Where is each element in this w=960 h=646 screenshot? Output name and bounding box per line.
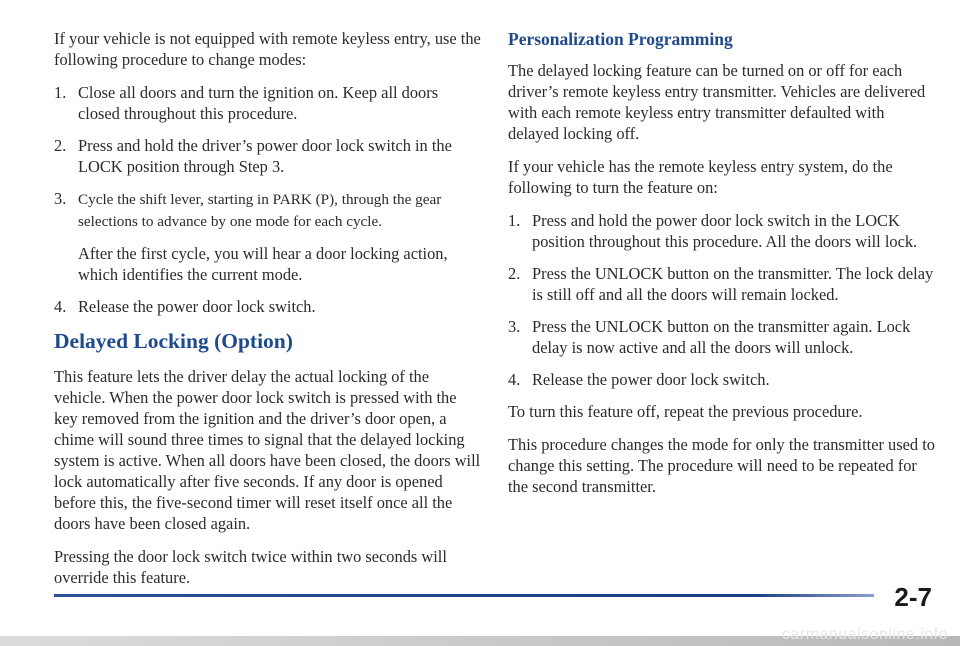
section-heading-personalization: Personalization Programming [508, 29, 733, 49]
list-item [54, 296, 482, 317]
step-text: Close all doors and turn the ignition on. Keep all doors closed throughout this procedure. [78, 83, 439, 123]
intro-paragraph: If your vehicle is not equipped with remote keyless entry, use the following procedure to change modes: [54, 29, 481, 69]
step-number: 4. [54, 297, 67, 316]
watermark: carmanualsonline.info [781, 626, 948, 643]
step-number: 2. [508, 264, 521, 283]
mode-change-steps [54, 82, 482, 317]
step-number: 1. [508, 211, 521, 230]
personalization-instructions: If your vehicle has the remote keyless entry system, do the following to turn the feature on: [508, 157, 893, 197]
footer-rule [54, 594, 874, 597]
list-item [508, 316, 936, 358]
turn-off-note: To turn this feature off, repeat the previous procedure. [508, 402, 863, 421]
list-item [508, 369, 936, 390]
override-note: Pressing the door lock switch twice within two seconds will override this feature. [54, 547, 447, 587]
step-text: Press the UNLOCK button on the transmitter again. Lock delay is now active and all the doors will unlock. [532, 317, 911, 357]
step-text: Cycle the shift lever, starting in PARK (P), through the gear selections to advance by one mode for each cycle. [78, 191, 442, 230]
step-number: 1. [54, 83, 67, 102]
step-text: Release the power door lock switch. [532, 370, 770, 389]
step-number: 3. [508, 317, 521, 336]
list-item [508, 263, 936, 305]
list-item [508, 210, 936, 252]
personalization-steps [508, 210, 936, 390]
right-column [508, 28, 936, 509]
step-text: Press and hold the power door lock switch in the LOCK position throughout this procedure. All the doors will lock. [532, 211, 918, 251]
left-column [54, 28, 482, 600]
step-number: 2. [54, 136, 67, 155]
step-number: 4. [508, 370, 521, 389]
list-item [54, 82, 482, 124]
delayed-locking-description: This feature lets the driver delay the actual locking of the vehicle. When the power door lock switch is pressed with the key removed from the ignition and the driver’s door open, a chime will sound three times to signal that the delayed locking system is active. When all doors have been closed, the doors will lock automatically after five seconds. If any door is opened before this, the five-second timer will reset itself once all the doors have been closed again. [54, 367, 481, 533]
list-item [54, 135, 482, 177]
step-note: After the first cycle, you will hear a door locking action, which identifies the current mode. [78, 244, 448, 284]
section-heading-delayed-locking: Delayed Locking (Option) [54, 329, 293, 353]
step-text: Release the power door lock switch. [78, 297, 316, 316]
personalization-description: The delayed locking feature can be turned on or off for each driver’s remote keyless entry transmitter. Vehicles are delivered with each remote keyless entry transmitter defaulted with delayed locking off. [508, 61, 926, 143]
step-number: 3. [54, 189, 67, 208]
page-number: 2-7 [894, 582, 932, 612]
step-text: Press and hold the driver’s power door lock switch in the LOCK position through Step 3. [78, 136, 452, 176]
list-item [54, 188, 482, 285]
transmitter-note: This procedure changes the mode for only the transmitter used to change this setting. The procedure will need to be repeated for the second transmitter. [508, 435, 935, 496]
step-text: Press the UNLOCK button on the transmitter. The lock delay is still off and all the doors will remain locked. [532, 264, 934, 304]
